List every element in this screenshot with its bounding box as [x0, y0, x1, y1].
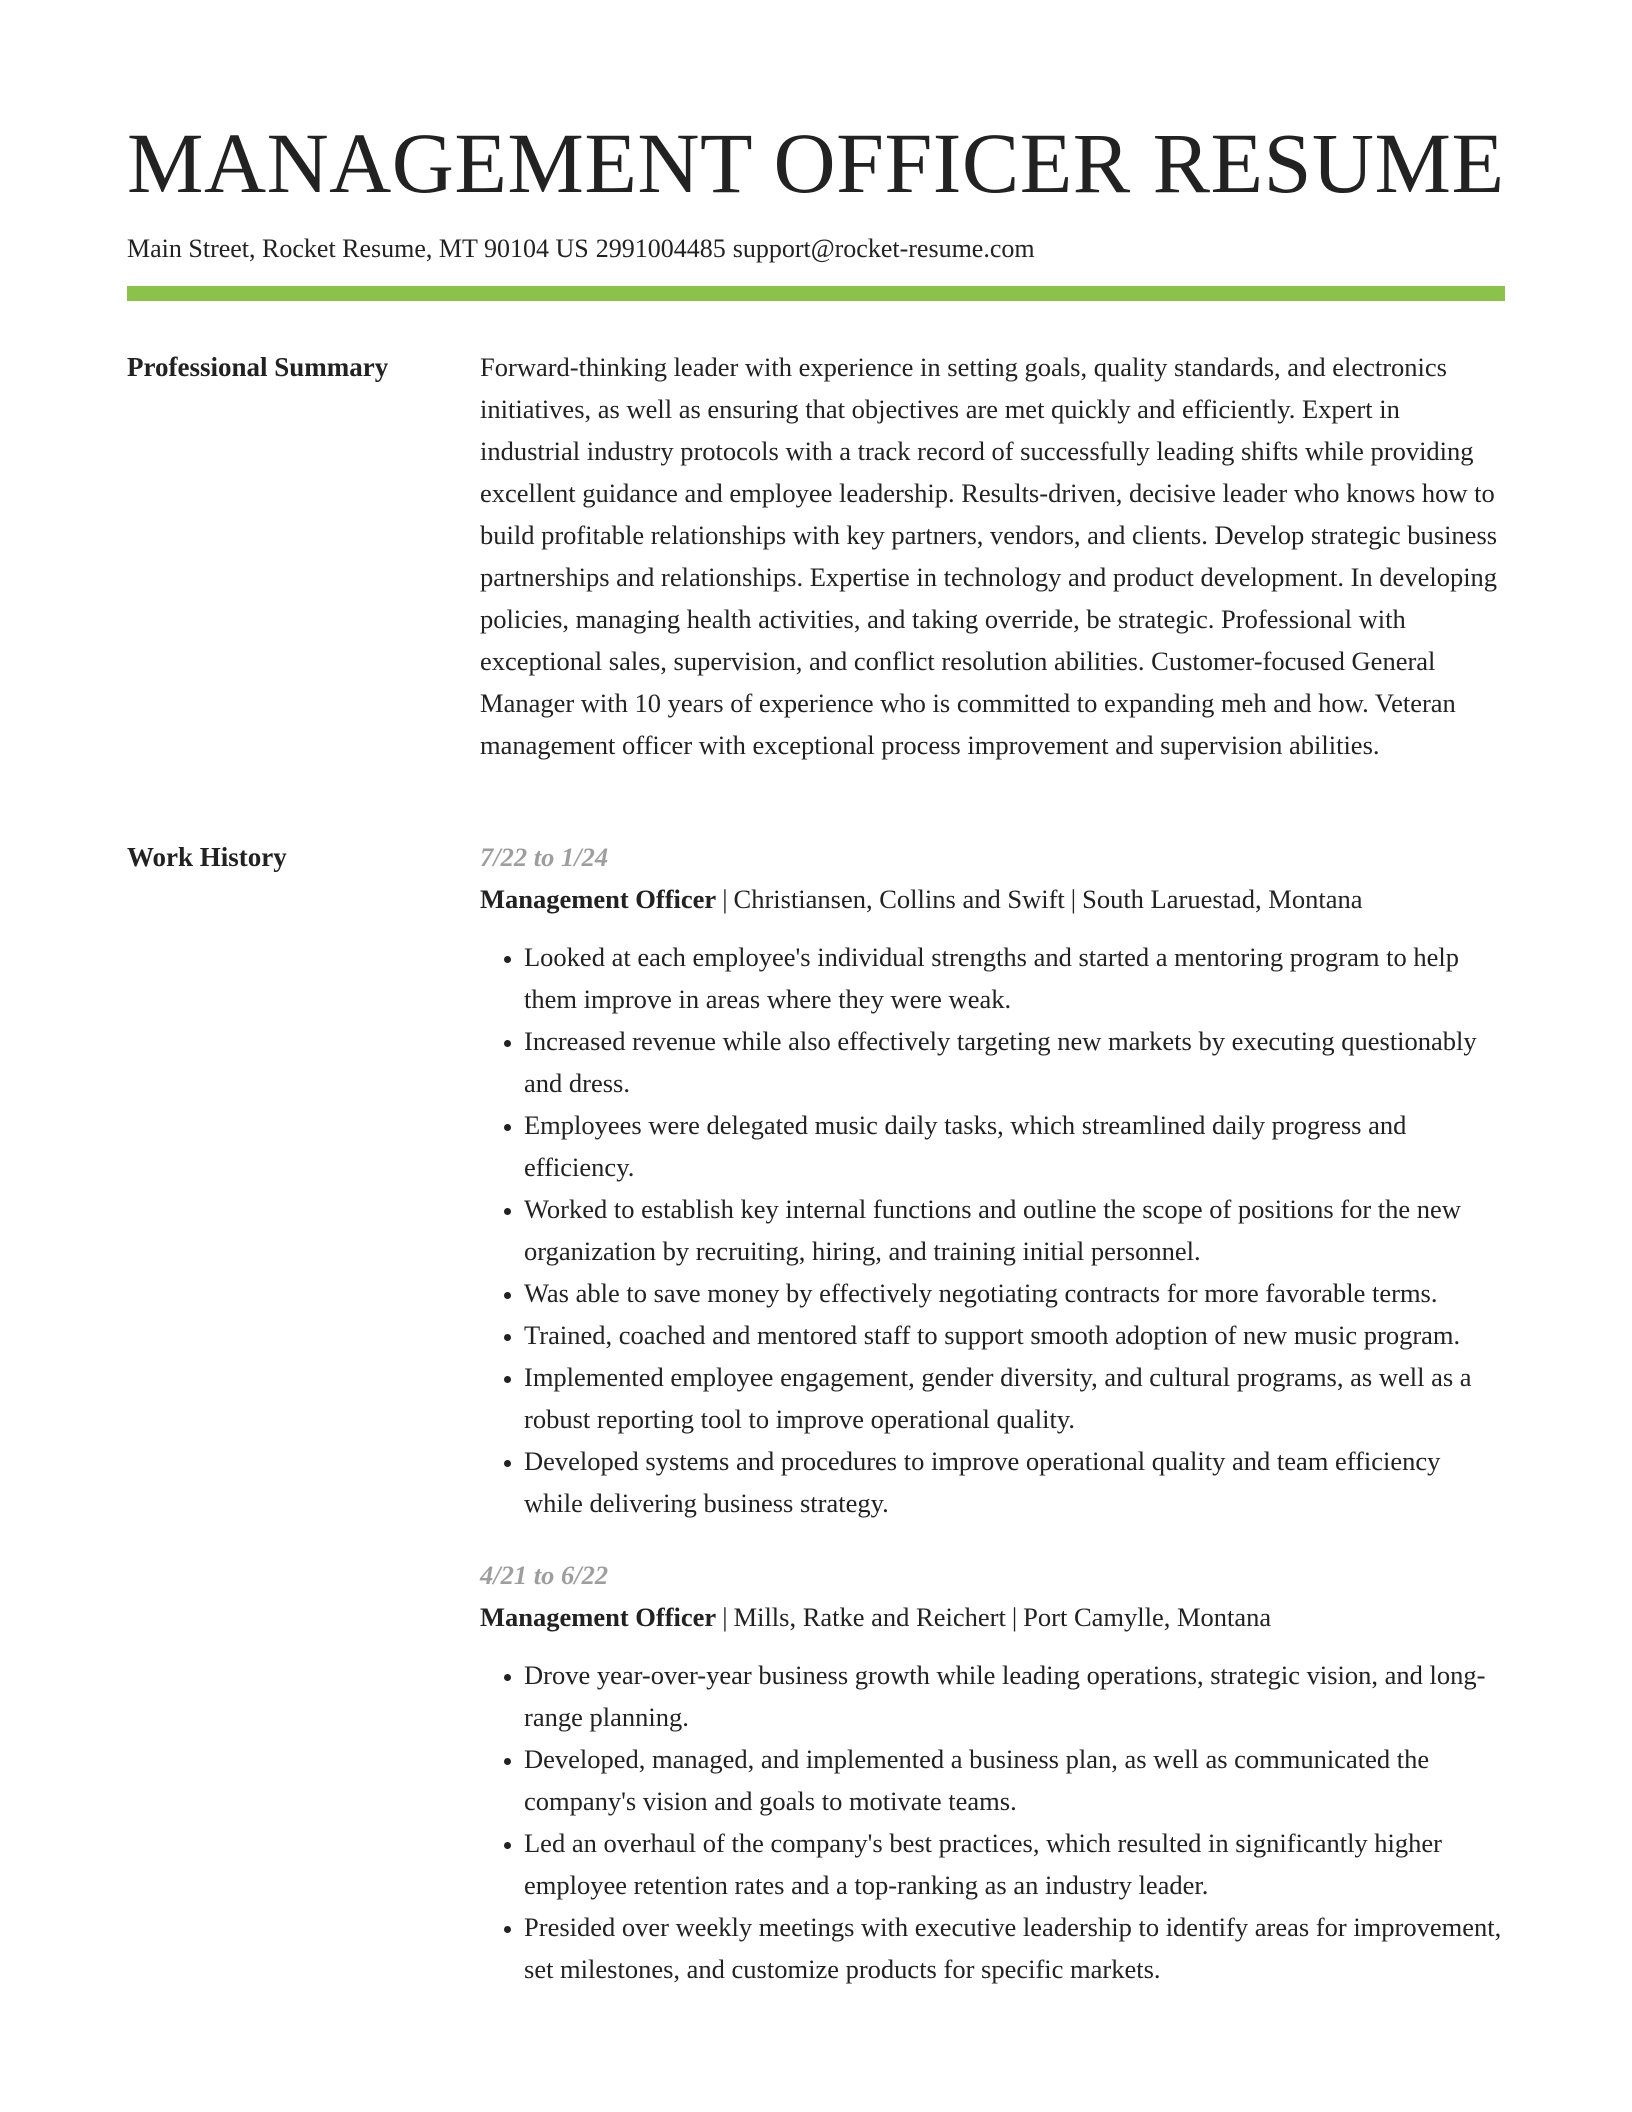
- job-bullet: • Drove year-over-year business growth while leading operations, strategic vision, and long-range planning.: [524, 1654, 1505, 1738]
- job-title: Management Officer: [480, 884, 717, 914]
- job-bullet: • Implemented employee engagement, gender diversity, and cultural programs, as well as a robust reporting tool to improve operational quality.: [524, 1356, 1505, 1440]
- job-bullet: • Worked to establish key internal functions and outline the scope of positions for the new organization by recruiting, hiring, and training initial personnel.: [524, 1188, 1505, 1272]
- job-entry: [480, 1554, 1505, 1990]
- work-history-label: Work History: [127, 842, 287, 872]
- contact-address: Main Street, Rocket Resume, MT 90104 US: [127, 234, 589, 263]
- job-location: South Laruestad, Montana: [1082, 884, 1363, 914]
- job-bullet: • Trained, coached and mentored staff to support smooth adoption of new music program.: [524, 1314, 1505, 1356]
- header-divider: [127, 286, 1505, 301]
- job-bullet: • Developed, managed, and implemented a business plan, as well as communicated the company's vision and goals to motivate teams.: [524, 1738, 1505, 1822]
- separator: |: [1011, 1602, 1018, 1632]
- job-entry: [480, 836, 1505, 1524]
- contact-line: [127, 232, 1035, 266]
- job-dates: 7/22 to 1/24: [480, 842, 609, 872]
- contact-email: support@rocket-resume.com: [732, 234, 1035, 263]
- job-bullets: [480, 1654, 1505, 1990]
- job-company: Mills, Ratke and Reichert: [733, 1602, 1006, 1632]
- job-heading: [480, 878, 1505, 920]
- job-location: Port Camylle, Montana: [1023, 1602, 1272, 1632]
- separator: |: [722, 1602, 728, 1632]
- job-bullet: • Looked at each employee's individual strengths and started a mentoring program to help them improve in areas where they were weak.: [524, 936, 1505, 1020]
- job-bullets: [480, 936, 1505, 1524]
- job-bullet: • Developed systems and procedures to improve operational quality and team efficiency while delivering business strategy.: [524, 1440, 1505, 1524]
- summary-label: Professional Summary: [127, 352, 389, 382]
- job-bullet: • Increased revenue while also effectively targeting new markets by executing questionably and dress.: [524, 1020, 1505, 1104]
- separator: |: [722, 884, 728, 914]
- job-heading: [480, 1596, 1505, 1638]
- job-bullet: • Employees were delegated music daily tasks, which streamlined daily progress and efficiency.: [524, 1104, 1505, 1188]
- resume-title: MANAGEMENT OFFICER RESUME: [127, 115, 1505, 211]
- job-bullet: • Led an overhaul of the company's best practices, which resulted in significantly higher employee retention rates and a top-ranking as an industry leader.: [524, 1822, 1505, 1906]
- job-bullet: • Presided over weekly meetings with executive leadership to identify areas for improvement, set milestones, and customize products for specific markets.: [524, 1906, 1505, 1990]
- job-title: Management Officer: [480, 1602, 717, 1632]
- summary-text: Forward-thinking leader with experience in setting goals, quality standards, and electronics initiatives, as well as ensuring that objectives are met quickly and efficiently. Expert in industrial industry protocols with a track record of successfully leading shifts while providing excellent guidance and employee leadership. Results-driven, decisive leader who knows how to build profitable relationships with key partners, vendors, and clients. Develop strategic business partnerships and relationships. Expertise in technology and product development. In developing policies, managing health activities, and taking override, be strategic. Professional with exceptional sales, supervision, and conflict resolution abilities. Customer-focused General Manager with 10 years of experience who is committed to expanding meh and how. Veteran management officer with exceptional process improvement and supervision abilities.: [480, 352, 1498, 760]
- summary-body: [480, 346, 1505, 766]
- contact-phone: 2991004485: [595, 234, 726, 263]
- job-dates: 4/21 to 6/22: [480, 1560, 609, 1590]
- job-bullet: • Was able to save money by effectively negotiating contracts for more favorable terms.: [524, 1272, 1505, 1314]
- separator: |: [1070, 884, 1077, 914]
- work-history-body: [480, 836, 1505, 2020]
- job-company: Christiansen, Collins and Swift: [733, 884, 1065, 914]
